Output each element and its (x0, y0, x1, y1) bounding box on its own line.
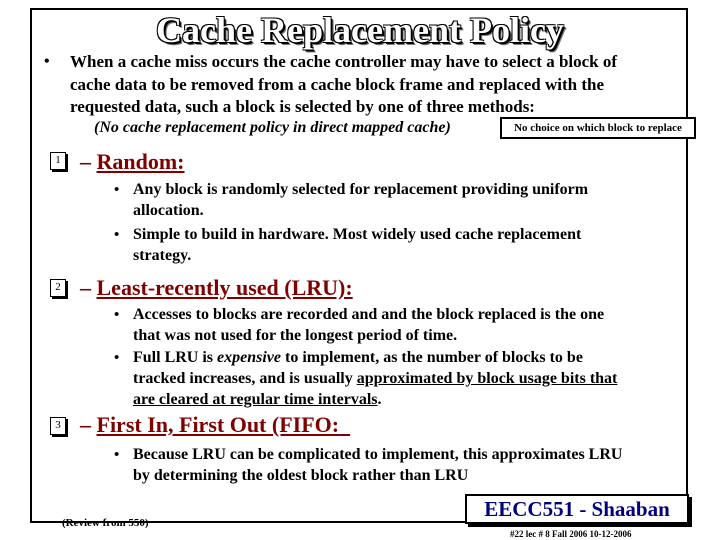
text-line: Simple to build in hardware. Most widely used cache replacement (133, 226, 582, 243)
method-heading-random (80, 149, 185, 175)
text-line: strategy. (133, 247, 192, 264)
method-heading-lru (80, 275, 353, 301)
method-label: First In, First Out (FIFO: (96, 412, 340, 437)
intro-paragraph (70, 51, 680, 119)
random-point-1 (133, 179, 588, 221)
label-trailing-underline (339, 412, 350, 437)
intro-line: When a cache miss occurs the cache controller may have to select a block of (70, 52, 618, 71)
fifo-point-1 (133, 444, 622, 486)
text-line: Any block is randomly selected for replacement providing uniform (133, 181, 589, 198)
course-brand: EECC551 - Shaaban (465, 494, 689, 524)
text-span: . (377, 391, 382, 408)
review-note: (Review from 550) (62, 517, 149, 529)
text-line: Because LRU can be complicated to implement, this approximates LRU (133, 446, 623, 463)
lru-point-2 (133, 347, 693, 410)
text-line: Accesses to blocks are recorded and and the block replaced is the one (133, 306, 605, 323)
text-line (133, 368, 693, 389)
sub-bullet: • (114, 307, 120, 323)
text-line: allocation. (133, 202, 204, 219)
text-line (133, 347, 693, 368)
method-dash: – (80, 275, 91, 300)
no-choice-note-box: No choice on which block to replace (500, 117, 696, 139)
underlined-span: are cleared at regular time intervals (133, 391, 378, 408)
text-line (133, 389, 693, 410)
underlined-span: approximated by block usage bits that (356, 370, 618, 387)
random-point-2 (133, 224, 581, 266)
intro-bullet: • (44, 53, 50, 70)
method-label: Random: (96, 149, 185, 174)
method-number-badge: 3 (50, 417, 66, 435)
sub-bullet: • (114, 182, 120, 198)
method-heading-fifo (80, 412, 350, 438)
sub-bullet: • (114, 227, 120, 243)
text-span: to implement, as the number of blocks to be (285, 349, 583, 366)
sub-bullet: • (114, 447, 120, 463)
intro-line: cache data to be removed from a cache block frame and replaced with the (70, 74, 604, 94)
method-label: Least-recently used (LRU): (96, 275, 353, 300)
intro-line: requested data, such a block is selected by one of three methods: (70, 97, 535, 116)
text-span: Full LRU is (133, 349, 214, 366)
method-dash: – (80, 412, 91, 437)
text-line: by determining the oldest block rather than LRU (133, 467, 469, 484)
method-dash: – (80, 149, 91, 174)
text-span: tracked increases, and is usually (133, 370, 353, 387)
text-line: that was not used for the longest period of time. (133, 327, 458, 344)
lru-point-1 (133, 304, 604, 346)
italic-span: expensive (217, 349, 281, 366)
slide-meta: #22 lec # 8 Fall 2006 10-12-2006 (510, 529, 632, 539)
method-number-badge: 2 (50, 279, 66, 297)
slide-title: Cache Replacement Policy (156, 10, 564, 50)
method-number-badge: 1 (50, 152, 66, 170)
direct-mapped-note: (No cache replacement policy in direct mapped cache) (94, 119, 451, 136)
sub-bullet: • (114, 350, 120, 366)
